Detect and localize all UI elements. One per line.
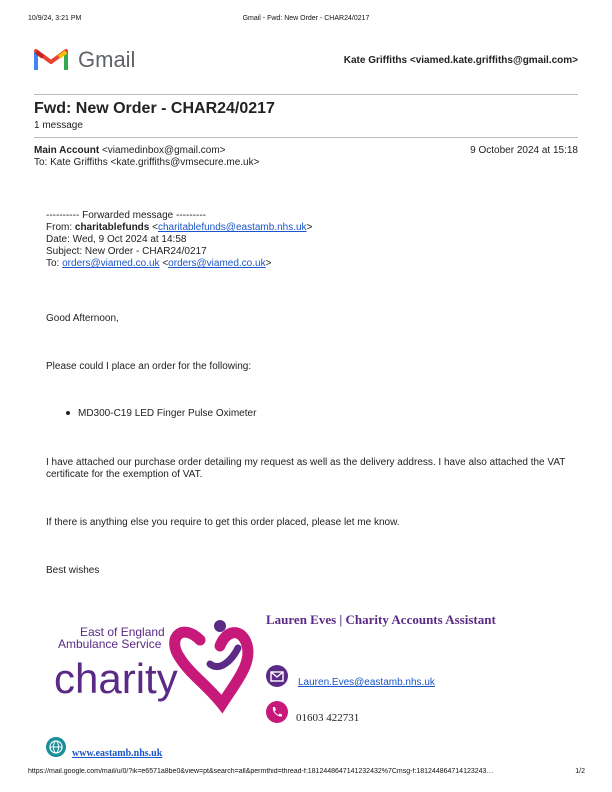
subject-divider [34, 137, 578, 138]
request-text: Please could I place an order for the following: [46, 361, 252, 372]
account-label: Kate Griffiths <viamed.kate.griffiths@gmail.com> [343, 55, 578, 66]
signature-website-link[interactable]: www.eastamb.nhs.uk [72, 748, 163, 759]
message-from [34, 145, 226, 156]
attachment-note: I have attached our purchase order detailing my request as well as the delivery address. I have also attached the VAT certificate for the exemption of VAT. [46, 457, 566, 480]
forwarded-date: Date: Wed, 9 Oct 2024 at 14:58 [46, 234, 187, 245]
phone-icon [266, 701, 288, 723]
print-footer-url: https://mail.google.com/mail/u/0/?ik=e6571a8be0&view=pt&search=all&permthid=thread-f:1812448647141232432%7Cmsg-f:181244864714123243… [28, 768, 494, 775]
signature-name-title: Lauren Eves | Charity Accounts Assistant [266, 612, 496, 627]
forwarded-to-email-link-2[interactable]: orders@viamed.co.uk [168, 258, 266, 269]
logo-word: charity [54, 655, 178, 702]
forwarded-subject: Subject: New Order - CHAR24/0217 [46, 246, 207, 257]
signature-email-link[interactable]: Lauren.Eves@eastamb.nhs.uk [298, 677, 435, 688]
print-title: Gmail - Fwd: New Order - CHAR24/0217 [242, 15, 370, 22]
closing-note: If there is anything else you require to get this order placed, please let me know. [46, 517, 400, 528]
signature-phone: 01603 422731 [296, 712, 360, 724]
message-count: 1 message [34, 120, 83, 131]
forwarded-header [46, 210, 312, 270]
forwarded-from-email-link[interactable]: charitablefunds@eastamb.nhs.uk [157, 222, 307, 233]
gmail-wordmark: Gmail [78, 47, 136, 72]
forwarded-from-name: charitablefunds [74, 222, 150, 233]
forwarded-from: From: charitablefunds <charitablefunds@eastamb.nhs.uk> [46, 222, 313, 233]
header-divider [34, 94, 578, 95]
print-page-number: 1/2 [575, 768, 585, 775]
mail-icon [266, 665, 288, 687]
gmail-logo-icon [34, 46, 68, 72]
logo-line-2: Ambulance Service [58, 637, 162, 651]
forwarded-separator: ---------- Forwarded message --------- [46, 210, 206, 221]
order-item [66, 408, 256, 420]
from-name: Main Account [34, 145, 100, 156]
thread-subject: Fwd: New Order - CHAR24/0217 [34, 100, 275, 117]
forwarded-to: To: orders@viamed.co.uk <orders@viamed.co.uk> [46, 258, 272, 269]
order-item-label: MD300-C19 LED Finger Pulse Oximeter [78, 408, 257, 419]
from-email: <viamedinbox@gmail.com> [101, 145, 226, 156]
print-datetime: 10/9/24, 3:21 PM [28, 15, 82, 22]
bullet-icon [66, 411, 70, 415]
charity-logo [50, 612, 260, 724]
forwarded-to-email-link[interactable]: orders@viamed.co.uk [62, 258, 160, 269]
message-to: To: Kate Griffiths <kate.griffiths@vmsecure.me.uk> [34, 157, 260, 168]
logo-line-1: East of England [80, 625, 165, 639]
greeting: Good Afternoon, [46, 313, 119, 324]
message-date: 9 October 2024 at 15:18 [470, 145, 578, 156]
signoff: Best wishes [46, 565, 100, 576]
globe-icon [46, 737, 66, 757]
